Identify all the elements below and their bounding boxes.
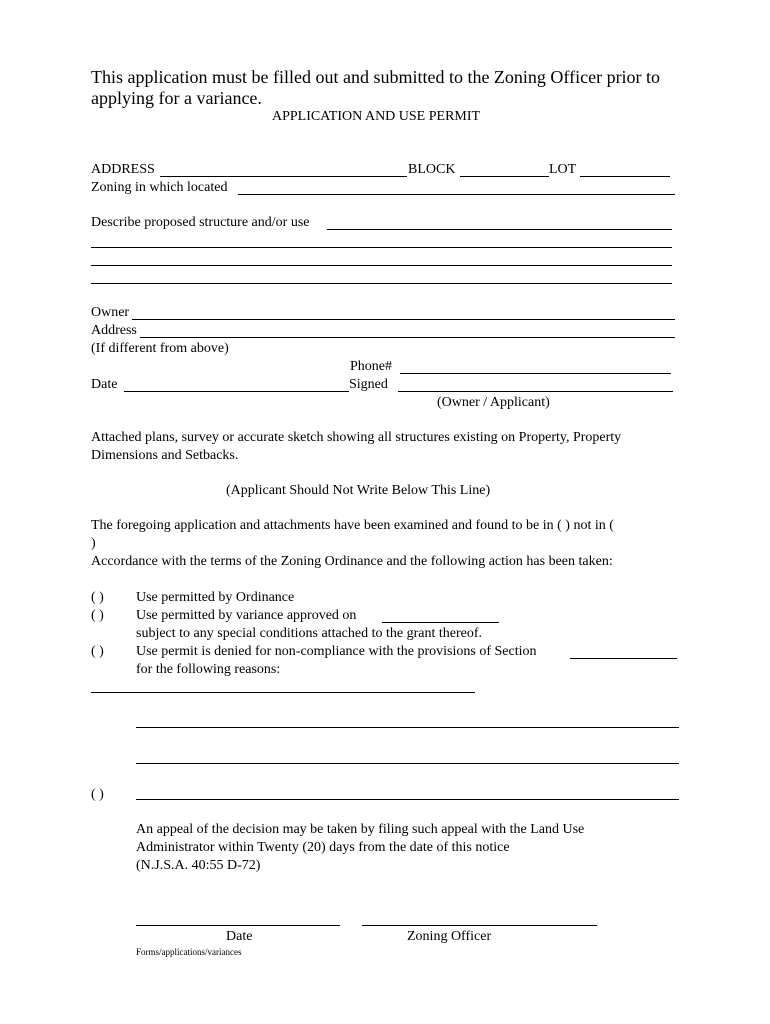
option-3-label: Use permit is denied for non-compliance with the provisions of Section — [136, 644, 537, 659]
option-1-label: Use permitted by Ordinance — [136, 590, 295, 605]
attached-text-line-2: Dimensions and Setbacks. — [91, 448, 239, 463]
owner-label: Owner — [91, 305, 130, 320]
phone-field[interactable] — [400, 373, 671, 374]
owner-applicant-label: (Owner / Applicant) — [437, 395, 550, 410]
option-3-subtext: for the following reasons: — [136, 662, 281, 677]
option-4-field[interactable] — [136, 799, 679, 800]
describe-line-4[interactable] — [91, 283, 672, 284]
officer-date-field[interactable] — [136, 925, 340, 926]
option-2-label: Use permitted by variance approved on — [136, 608, 357, 623]
describe-field[interactable] — [327, 229, 672, 230]
owner-address-label: Address — [91, 323, 137, 338]
form-title: APPLICATION AND USE PERMIT — [272, 109, 481, 124]
attached-text-line-1: Attached plans, survey or accurate sketch showing all structures existing on Property, Property — [91, 430, 622, 445]
appeal-text-line-1: An appeal of the decision may be taken by filing such appeal with the Land Use — [136, 822, 585, 837]
lot-field[interactable] — [580, 176, 670, 177]
describe-line-2[interactable] — [91, 247, 672, 248]
block-label: BLOCK — [408, 162, 456, 177]
variance-date-field[interactable] — [382, 622, 499, 623]
signed-label: Signed — [349, 377, 388, 392]
zoning-officer-label: Zoning Officer — [407, 929, 492, 944]
zoning-officer-signature-field[interactable] — [362, 925, 597, 926]
lot-label: LOT — [549, 162, 577, 177]
describe-line-3[interactable] — [91, 265, 672, 266]
reasons-line-3[interactable] — [136, 763, 679, 764]
footer-date-label: Date — [226, 929, 253, 944]
address-label: ADDRESS — [91, 162, 155, 177]
section-field[interactable] — [570, 658, 677, 659]
if-different-note: (If different from above) — [91, 341, 229, 356]
reasons-line-2[interactable] — [136, 727, 679, 728]
describe-label: Describe proposed structure and/or use — [91, 215, 310, 230]
applicant-divider-note: (Applicant Should Not Write Below This Line) — [226, 483, 491, 498]
review-text-line-3: Accordance with the terms of the Zoning Ordinance and the following action has been taken: — [91, 554, 613, 569]
address-field[interactable] — [160, 176, 407, 177]
intro-text-line-2: applying for a variance. — [91, 88, 262, 108]
option-4-checkbox[interactable]: ( ) — [91, 787, 104, 802]
date-label: Date — [91, 377, 118, 392]
owner-address-field[interactable] — [140, 337, 675, 338]
review-text-line-1: The foregoing application and attachments have been examined and found to be in ( ) not in ( — [91, 518, 614, 533]
form-path-label: Forms/applications/variances — [136, 947, 242, 957]
owner-field[interactable] — [132, 319, 675, 320]
date-field[interactable] — [124, 391, 349, 392]
option-1-checkbox[interactable]: ( ) — [91, 590, 104, 605]
option-2-subtext: subject to any special conditions attached to the grant thereof. — [136, 626, 482, 641]
review-text-line-2: ) — [91, 536, 96, 551]
option-2-checkbox[interactable]: ( ) — [91, 608, 104, 623]
zoning-field[interactable] — [238, 194, 675, 195]
block-field[interactable] — [460, 176, 549, 177]
zoning-label: Zoning in which located — [91, 180, 228, 195]
appeal-text-line-2: Administrator within Twenty (20) days from the date of this notice — [136, 840, 510, 855]
option-3-checkbox[interactable]: ( ) — [91, 644, 104, 659]
signature-field[interactable] — [398, 391, 673, 392]
phone-label: Phone# — [350, 359, 392, 374]
intro-text-line-1: This application must be filled out and submitted to the Zoning Officer prior to — [91, 67, 661, 87]
reasons-line-1[interactable] — [91, 692, 475, 693]
appeal-text-line-3: (N.J.S.A. 40:55 D-72) — [136, 858, 261, 873]
